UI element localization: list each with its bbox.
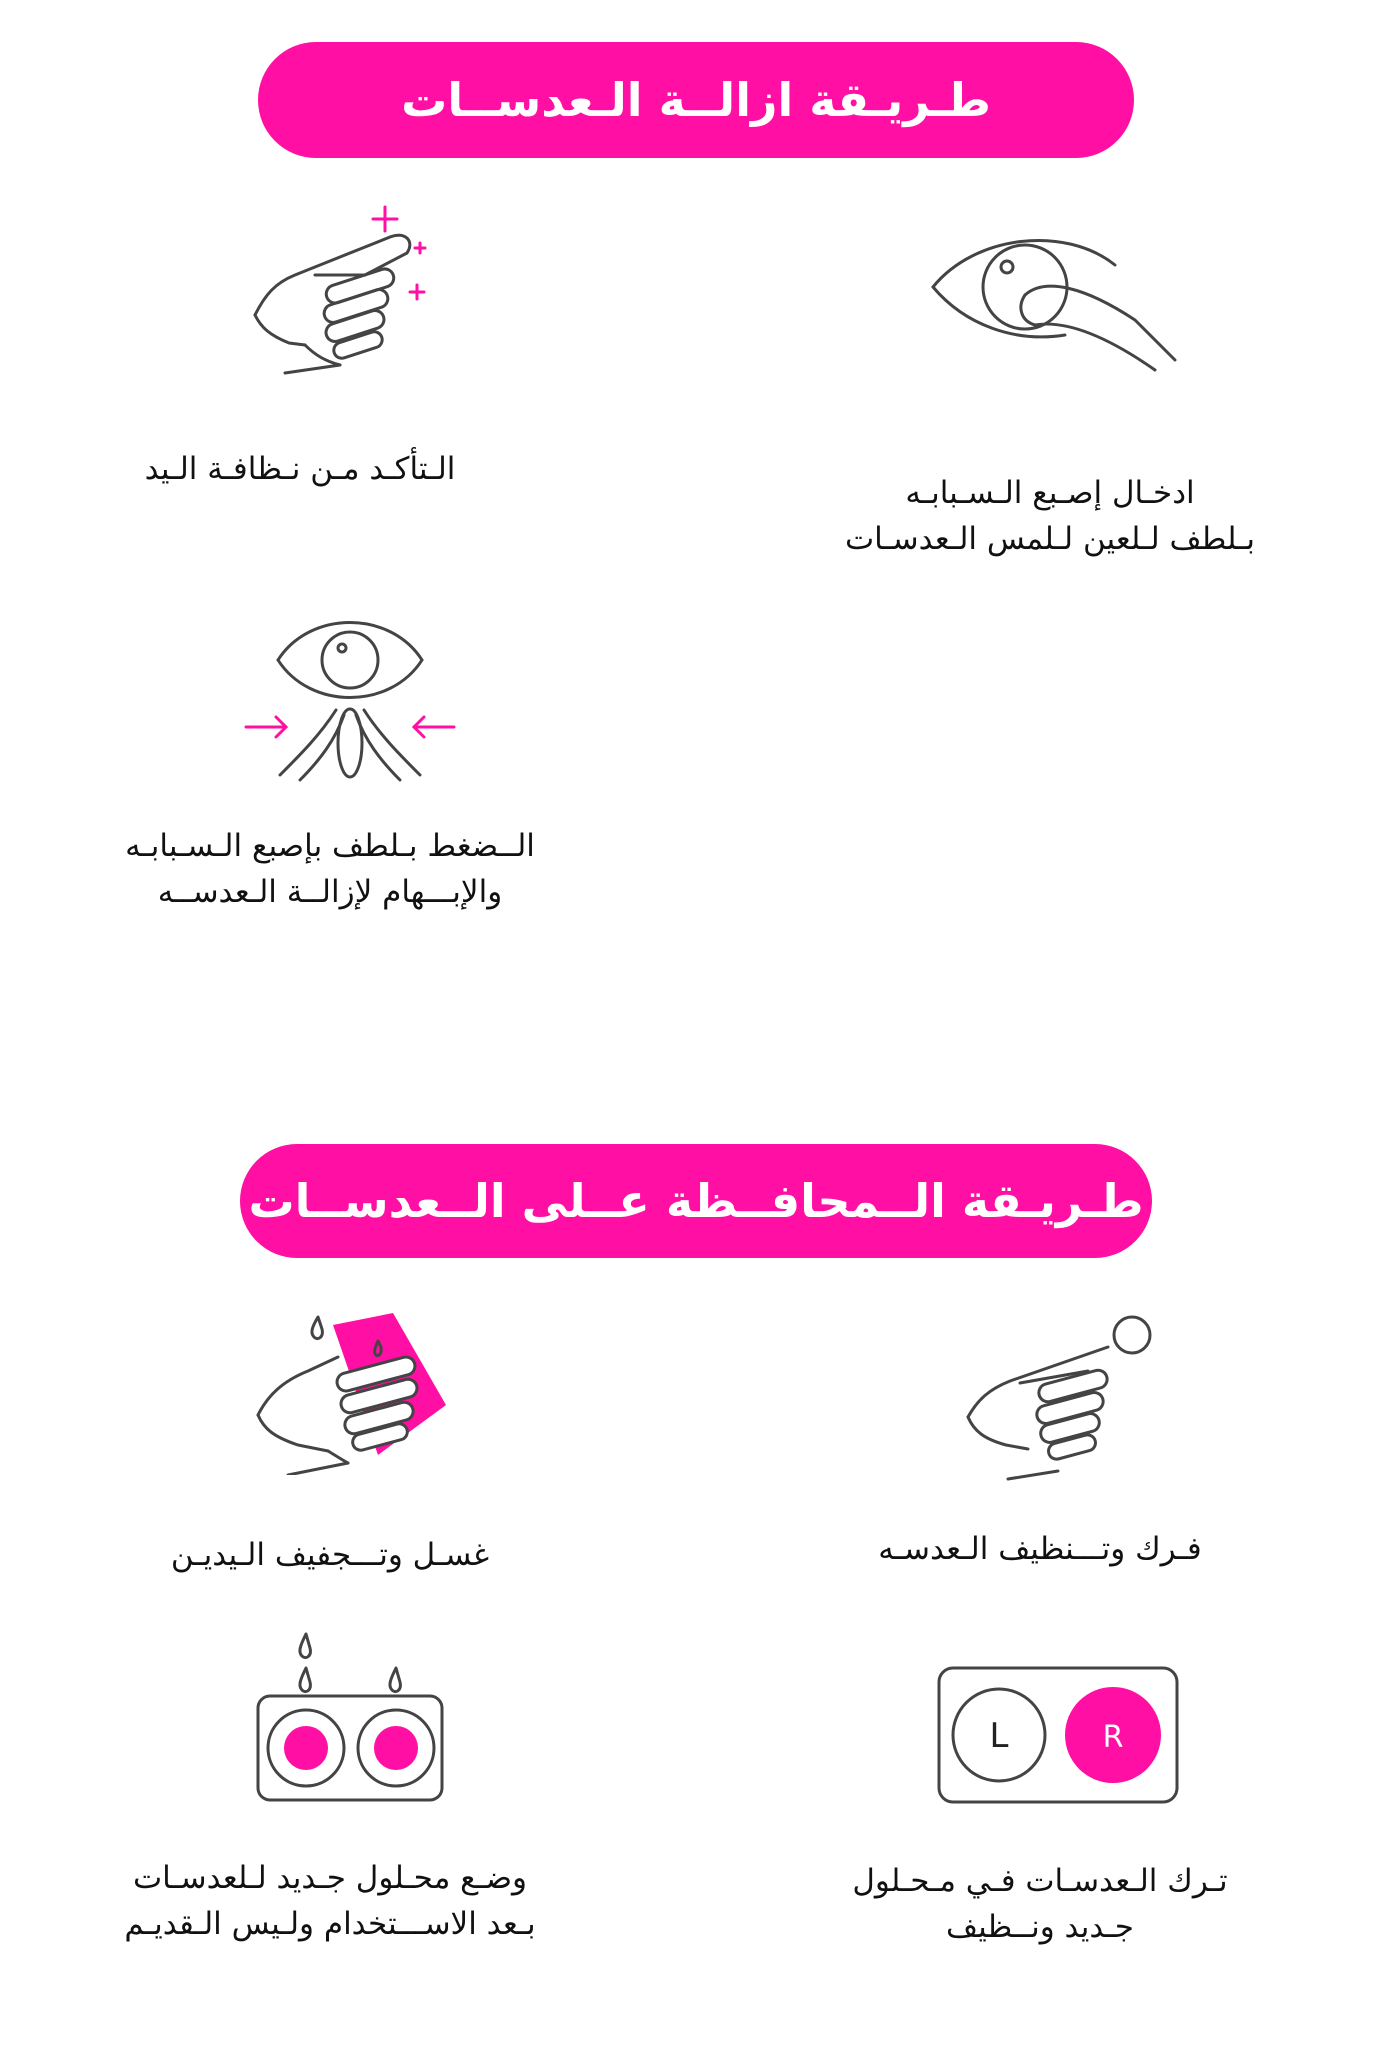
- wash-dry-caption: غسـل وتـــجفيف الـيديـن: [170, 1537, 490, 1573]
- care-title: طـريـقة الــمحافــظة عــلى الــعدســات: [248, 1174, 1144, 1228]
- removal-title: طـريـقة ازالــة الـعدســات: [401, 73, 991, 127]
- eye-squeeze-icon: [240, 615, 460, 785]
- squeeze-caption: الــضغط بـلطف بإصبع الـسـبابـه والإبـــهام لإزالــة الـعدســه: [125, 828, 535, 910]
- rub-clean-caption: فـرك وتـــنظيف الـعدسـه: [878, 1531, 1202, 1567]
- right-lens-label: R: [1102, 1720, 1124, 1755]
- new-solution-caption: وضـع محـلول جـديد لـلعدسـات بـعد الاســـتخدام ولـيس الـقديـم: [124, 1860, 536, 1942]
- leave-in-case-caption: تـرك الـعدسـات فـي مـحـلول جـديد ونــظيف: [852, 1863, 1228, 1945]
- removal-title-banner: [258, 42, 1134, 158]
- left-lens-label: L: [989, 1716, 1009, 1756]
- lens-case-lr-icon: [933, 1662, 1183, 1812]
- rub-lens-icon: [958, 1313, 1168, 1483]
- eye-finger-icon: [925, 225, 1185, 375]
- care-title-banner: [240, 1144, 1152, 1258]
- lens-case-solution-icon: [250, 1628, 450, 1808]
- clean-hand-icon: [245, 195, 465, 385]
- insert-finger-caption: ادخـال إصـبع الـسـبابـه بـلطف لـلعين لـلمس الـعدسـات: [844, 475, 1256, 557]
- clean-hands-caption: الـتأكـد مـن نـظافـة الـيد: [144, 451, 456, 487]
- towel-hand-icon: [248, 1305, 458, 1475]
